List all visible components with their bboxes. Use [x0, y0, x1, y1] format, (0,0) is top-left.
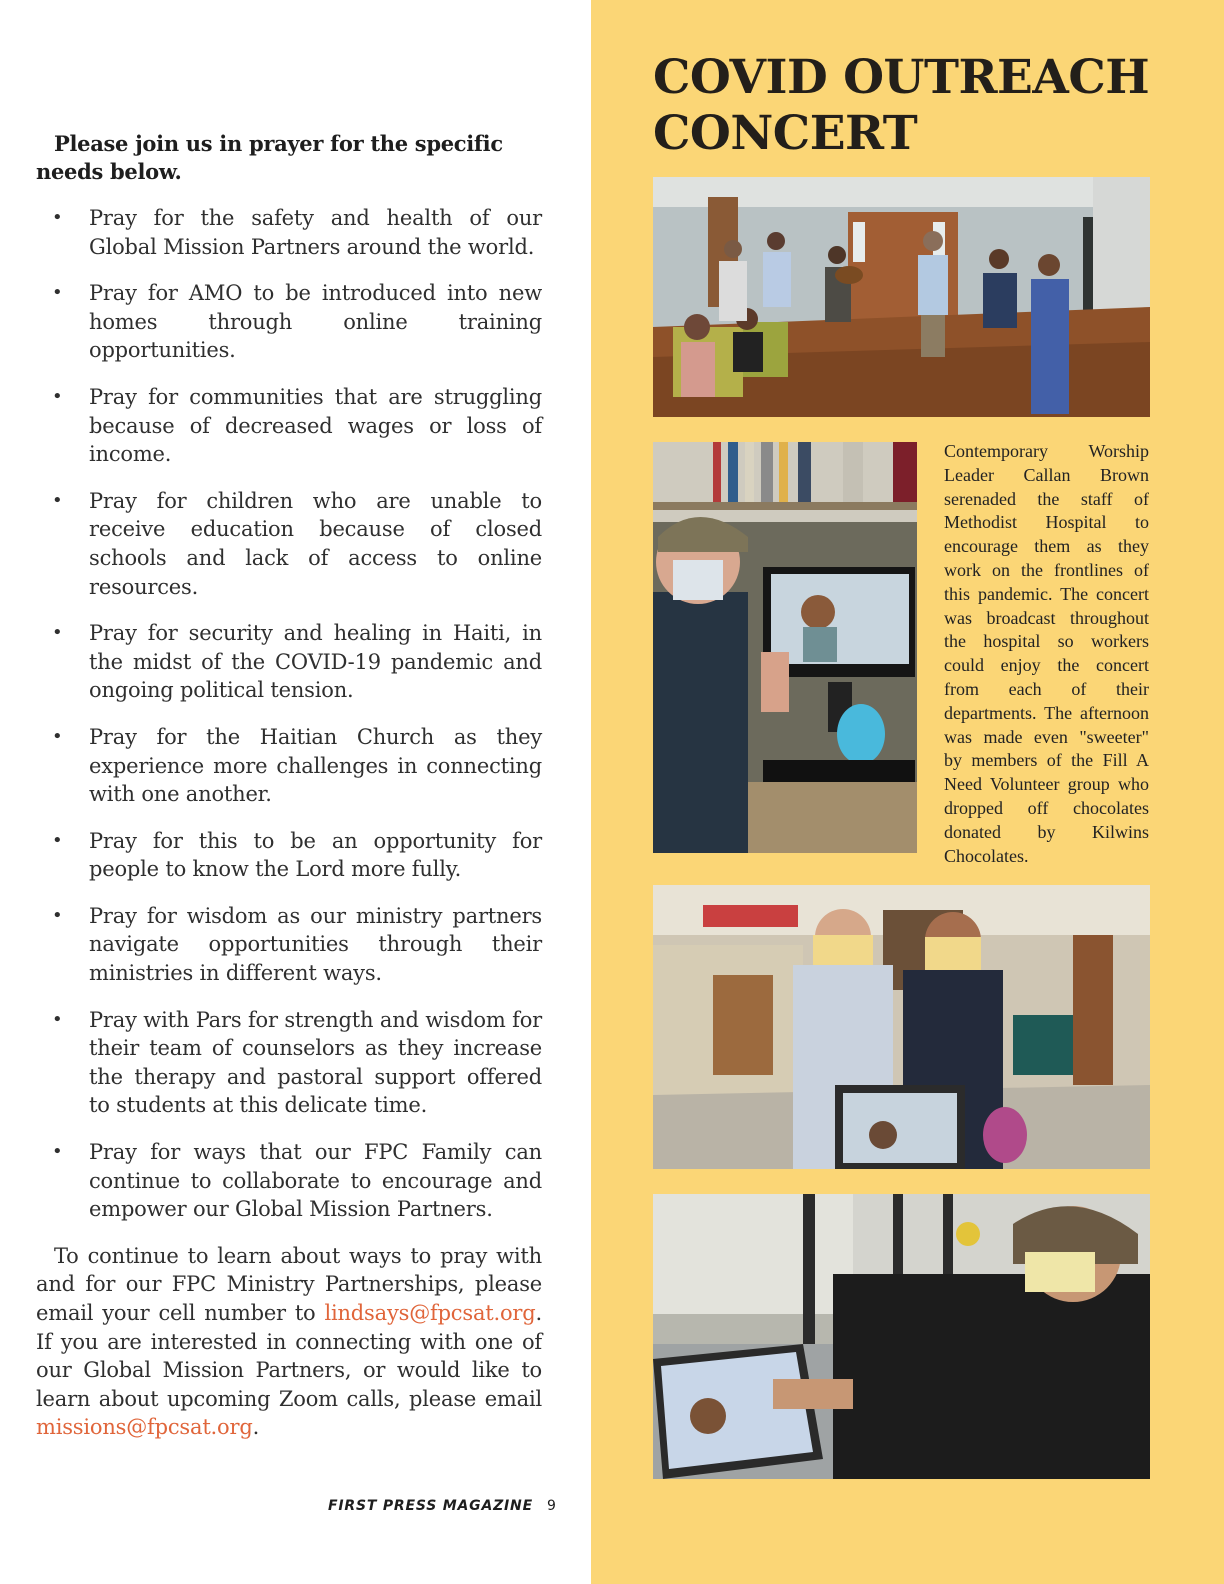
prayer-column [36, 130, 542, 1442]
bullet-icon: • [52, 622, 63, 644]
bullet-icon: • [52, 1008, 63, 1030]
closing-paragraph: To continue to learn about ways to pray with and for our FPC Ministry Partnerships, please email your cell number to lindsays@fpcsat.org. If you are interested in connecting with one of our Global Mission Partners, or would like to learn about upcoming Zoom calls, please email missions@fpcsat.org. [36, 1243, 542, 1440]
group-photo [653, 177, 1150, 417]
prayer-intro: Please join us in prayer for the specific needs below. [36, 131, 503, 184]
page-title: COVID OUTREACH CONCERT [653, 50, 1150, 161]
bullet-icon: • [52, 282, 63, 304]
bullet-icon: • [52, 829, 63, 851]
bullet-icon: • [52, 207, 63, 228]
prayer-list [36, 204, 542, 1224]
list-item: • Pray for this to be an opportunity for people to know the Lord more fully. [52, 828, 542, 882]
tablet-photo [653, 1194, 1150, 1479]
covid-concert-panel [591, 0, 1224, 1584]
bullet-icon: • [52, 489, 63, 511]
list-item: • Pray for the safety and health of our Global Mission Partners around the world. [52, 206, 542, 259]
list-item: • Pray with Pars for strength and wisdom for their team of counselors as they increase the therapy and pastoral support offered to students at this delicate time. [52, 1007, 542, 1118]
list-item: • Pray for AMO to be introduced into new homes through online training opportunities. [52, 281, 542, 363]
page-footer [328, 1498, 556, 1514]
staff-laptop-photo [653, 885, 1150, 1169]
bullet-icon: • [52, 385, 63, 407]
list-item: • Pray for communities that are struggling because of decreased wages or loss of income. [52, 384, 542, 467]
email-link-missions[interactable]: missions@fpcsat.org [36, 1415, 253, 1440]
bullet-icon: • [52, 904, 63, 926]
photo-caption: Contemporary Worship Leader Callan Brown serenaded the staff of Methodist Hospital to encourage them as they work on the frontlines of this pandemic. The concert was broadcast throughout the hospital so workers could enjoy the concert from each of their departments. The afternoon was made even "sweeter" by members of the Fill A Need Volunteer group who dropped off chocolates donated by Kilwins Chocolates. [944, 441, 1149, 866]
list-item: • Pray for the Haitian Church as they experience more challenges in connecting with one another. [52, 724, 542, 807]
list-item: • Pray for security and healing in Haiti, in the midst of the COVID-19 pandemic and ongoing political tension. [52, 621, 542, 703]
bullet-icon: • [52, 725, 63, 747]
bullet-icon: • [52, 1141, 63, 1163]
magazine-name: FIRST PRESS MAGAZINE [328, 1498, 533, 1514]
list-item: • Pray for wisdom as our ministry partners navigate opportunities through their ministries in different ways. [52, 903, 542, 986]
selfie-computer-photo [653, 442, 917, 853]
list-item: • Pray for ways that our FPC Family can continue to collaborate to encourage and empower our Global Mission Partners. [52, 1140, 542, 1222]
email-link-lindsay[interactable]: lindsays@fpcsat.org [324, 1301, 536, 1325]
page-number: 9 [546, 1498, 556, 1514]
list-item: • Pray for children who are unable to receive education because of closed schools and lack of access to online resources. [52, 488, 542, 599]
